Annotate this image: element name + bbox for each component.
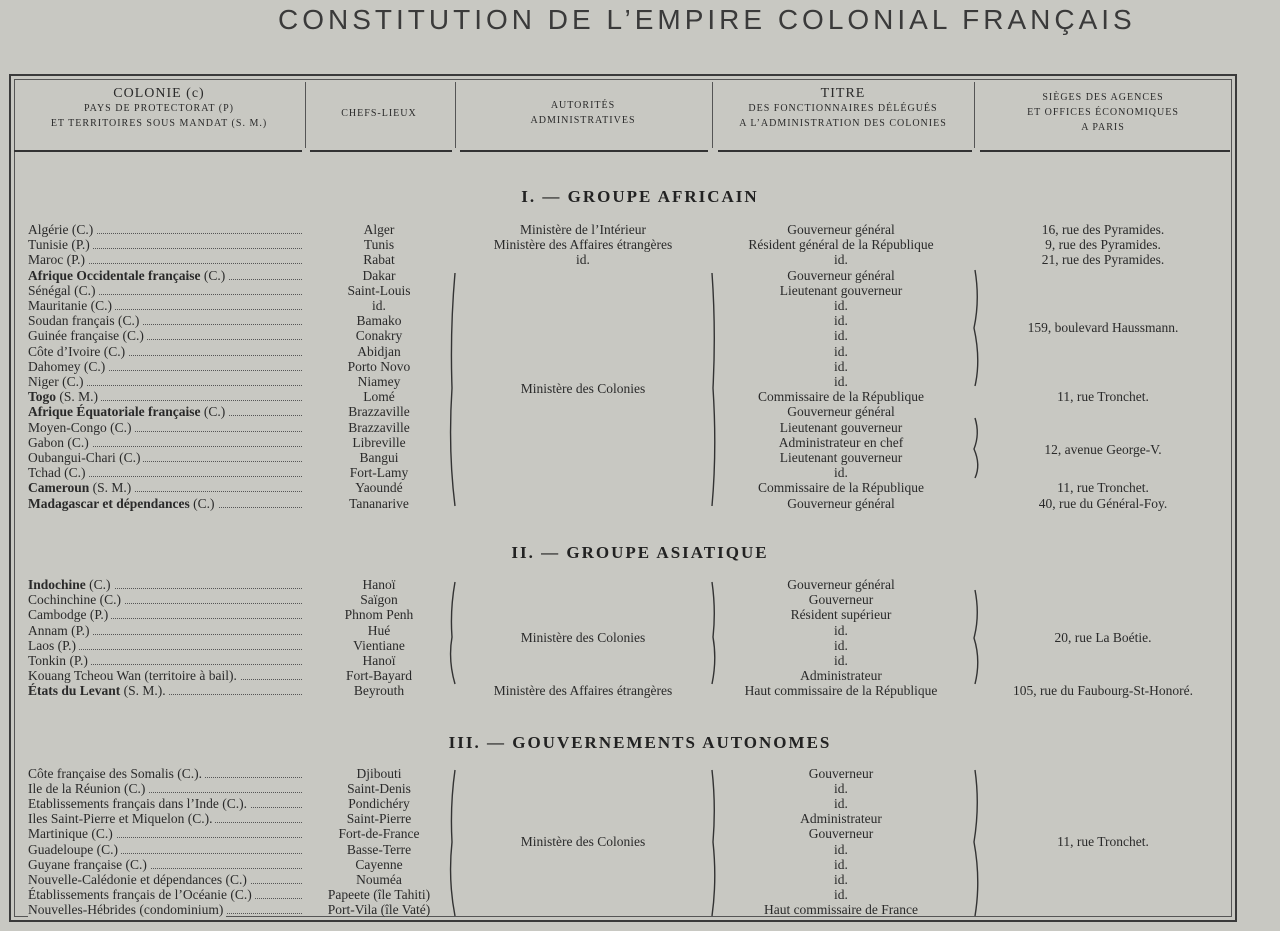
colony-name xyxy=(28,313,142,328)
colony-name xyxy=(28,298,115,313)
colony-name xyxy=(28,268,228,283)
official-title-cell: Administrateur xyxy=(800,811,882,827)
colony-name xyxy=(28,842,121,857)
colony-name xyxy=(28,435,92,450)
capital-cell: Cayenne xyxy=(355,856,403,872)
colony-name xyxy=(28,577,114,592)
grouped-authority: Ministère des Colonies xyxy=(520,381,646,396)
official-title-cell: id. xyxy=(834,796,848,812)
colony-label: Guinée française xyxy=(28,328,120,344)
colony-status: (P.) xyxy=(66,252,85,268)
capital-cell: Libreville xyxy=(352,434,406,450)
colony-name xyxy=(28,623,93,638)
capital-cell: Yaoundé xyxy=(355,480,403,496)
colony-status: (C.) xyxy=(203,404,226,420)
capital-cell: Niamey xyxy=(357,374,401,389)
capital-cell: Phnom Penh xyxy=(344,607,414,623)
colony-status: (C.) xyxy=(96,841,118,857)
official-title-cell: id. xyxy=(834,856,848,872)
colony-name xyxy=(28,607,111,622)
official-title-cell: id. xyxy=(834,465,848,481)
colony-label: Tunisie xyxy=(28,237,69,253)
capital-cell: Brazzaville xyxy=(348,404,410,420)
official-title-cell: Haut commissaire de la République xyxy=(744,683,938,699)
colony-label: Oubangui-Chari xyxy=(28,450,116,465)
header-titre: TITRE DES FONCTIONNAIRES DÉLÉGUÉS A L’ADMINISTRATION DES COLONIES xyxy=(739,86,947,129)
colony-name xyxy=(28,766,205,781)
colony-status: (C.) xyxy=(64,465,86,481)
official-title-cell: id. xyxy=(834,313,848,329)
capital-cell: Dakar xyxy=(362,267,396,283)
grouped-office-a: 159, boulevard Haussmann. xyxy=(1027,320,1179,335)
official-title-cell: id. xyxy=(834,841,848,857)
colony-name xyxy=(28,683,169,698)
capital-cell: Saint-Pierre xyxy=(346,811,412,827)
grouped-authority: Ministère des Colonies xyxy=(520,630,646,645)
colony-name xyxy=(28,420,135,435)
capital-cell: Abidjan xyxy=(357,343,401,359)
colony-label: Mauritanie xyxy=(28,298,88,313)
colony-label: Martinique xyxy=(28,826,88,842)
colony-name xyxy=(28,328,147,343)
capital-cell: Hué xyxy=(367,622,391,638)
colony-label: Laos xyxy=(28,637,55,653)
colony-name xyxy=(28,781,148,796)
grouped-office-b: 12, avenue George-V. xyxy=(1044,442,1162,457)
official-title-cell: id. xyxy=(834,622,848,638)
colony-label: Tonkin xyxy=(28,653,67,668)
official-title-cell: Gouverneur général xyxy=(787,404,895,420)
colony-status: (C.) xyxy=(71,222,94,237)
colony-label: Côte d’Ivoire xyxy=(28,343,101,359)
colony-label: Cambodge xyxy=(28,607,87,623)
colony-label: Nouvelles-Hébrides (condominium) xyxy=(28,901,224,917)
colony-label: Afrique Équatoriale française xyxy=(28,404,201,420)
capital-cell: Saïgon xyxy=(360,592,398,608)
colony-label: Soudan français xyxy=(28,313,115,329)
official-title-cell: Commissaire de la République xyxy=(757,389,925,405)
colony-status: (P.) xyxy=(57,637,77,653)
colony-label: Guadeloupe xyxy=(28,841,94,857)
paris-office-cell: 21, rue des Pyramides. xyxy=(1041,252,1165,268)
colony-label: Indochine xyxy=(28,577,86,592)
colony-status: (territoire à bail). xyxy=(144,668,237,684)
colony-name xyxy=(28,887,255,902)
capital-cell: Rabat xyxy=(363,252,395,268)
colony-status: (C.) xyxy=(117,313,140,329)
colony-status: (C.) xyxy=(193,495,215,511)
colony-status: (C.) xyxy=(123,781,146,797)
colony-name xyxy=(28,902,226,917)
colony-name xyxy=(28,826,116,841)
capital-cell: Brazzaville xyxy=(348,419,410,435)
capital-cell: Fort-de-France xyxy=(338,826,420,842)
capital-cell: Porto Novo xyxy=(347,358,411,374)
authority-cell: Ministère de l’Intérieur xyxy=(520,222,646,237)
colony-name xyxy=(28,872,250,887)
capital-cell: Tananarive xyxy=(349,495,409,511)
official-title-cell: Résident supérieur xyxy=(790,607,892,623)
paris-office-cell: 9, rue des Pyramides. xyxy=(1045,237,1161,253)
colony-status: (C.) xyxy=(83,358,106,374)
header-autorites: AUTORITÉS ADMINISTRATIVES xyxy=(530,100,636,126)
colony-label: Annam xyxy=(28,622,68,638)
capital-cell: Bangui xyxy=(359,450,399,465)
colony-status: (C.) xyxy=(119,450,141,465)
official-title-cell: Gouverneur xyxy=(808,826,874,842)
authority-cell: Ministère des Affaires étrangères xyxy=(493,237,673,253)
official-title-cell: id. xyxy=(834,328,848,344)
official-title-cell: Lieutenant gouverneur xyxy=(779,450,903,465)
colony-label: Dahomey xyxy=(28,358,81,374)
header-colonie-main: COLONIE (c) xyxy=(113,86,205,101)
colony-status: (P.) xyxy=(89,607,109,623)
paris-office-cell: 16, rue des Pyramides. xyxy=(1041,222,1165,237)
colony-name xyxy=(28,450,143,465)
header-colonie-sub2: ET TERRITOIRES SOUS MANDAT (S. M.) xyxy=(50,118,268,129)
colony-label: Tchad xyxy=(28,465,61,481)
colony-label: Côte française des Somalis xyxy=(28,766,174,781)
capital-cell: Djibouti xyxy=(356,766,402,781)
colony-name xyxy=(28,222,96,237)
header-colonie-sub1: PAYS DE PROTECTORAT (P) xyxy=(84,103,234,114)
colony-name xyxy=(28,668,240,683)
capital-cell: Lomé xyxy=(363,389,395,405)
capital-cell: Vientiane xyxy=(353,637,405,653)
capital-cell: Alger xyxy=(363,222,395,237)
capital-cell: Hanoï xyxy=(362,577,396,592)
colony-status: (C.) xyxy=(99,592,121,608)
official-title-cell: Lieutenant gouverneur xyxy=(779,282,903,298)
official-title-cell: Gouverneur xyxy=(808,766,874,781)
paris-office-cell: 105, rue du Faubourg-St-Honoré. xyxy=(1012,683,1194,699)
official-title-cell: id. xyxy=(834,653,848,668)
page-title: CONSTITUTION DE L’EMPIRE COLONIAL FRANÇAIS xyxy=(278,4,1136,35)
colony-label: Etablissements français dans l’Inde xyxy=(28,796,219,812)
colony-name xyxy=(28,389,101,404)
capital-cell: Hanoï xyxy=(362,653,396,668)
colony-label: Ile de la Réunion xyxy=(28,781,121,797)
official-title-cell: id. xyxy=(834,343,848,359)
capital-cell: Fort-Bayard xyxy=(346,668,412,684)
official-title-cell: Administrateur en chef xyxy=(778,434,904,450)
group-title: I. — GROUPE AFRICAIN xyxy=(521,187,759,206)
colony-name xyxy=(28,638,79,653)
colony-name xyxy=(28,252,88,267)
capital-cell: Saint-Louis xyxy=(347,282,411,298)
colony-label: Algérie xyxy=(28,222,69,237)
colony-name xyxy=(28,592,124,607)
capital-cell: Beyrouth xyxy=(353,683,405,699)
official-title-cell: Gouverneur général xyxy=(787,495,895,511)
colony-label: Kouang Tcheou Wan xyxy=(28,668,141,684)
paris-office-cell: 11, rue Tronchet. xyxy=(1057,480,1149,496)
authority-cell: id. xyxy=(576,252,590,268)
colony-label: Afrique Occidentale française xyxy=(28,267,201,283)
official-title-cell: Gouverneur xyxy=(808,592,874,608)
colony-name xyxy=(28,237,93,252)
colony-name xyxy=(28,465,89,480)
colony-status: (C.) xyxy=(91,826,113,842)
official-title-cell: id. xyxy=(834,358,848,374)
colony-status: (C.). xyxy=(187,811,213,827)
grouped-office: 20, rue La Boétie. xyxy=(1054,630,1152,645)
official-title-cell: id. xyxy=(834,781,848,797)
colony-name xyxy=(28,653,91,668)
colony-label: Cochinchine xyxy=(28,592,97,608)
header-chefs-lieux: CHEFS-LIEUX xyxy=(341,108,417,119)
colony-name xyxy=(28,496,218,511)
colony-label: Togo xyxy=(28,389,57,405)
capital-cell: Nouméa xyxy=(356,871,402,887)
official-title-cell: id. xyxy=(834,637,848,653)
group-title: II. — GROUPE ASIATIQUE xyxy=(511,543,769,562)
official-title-cell: id. xyxy=(834,252,848,268)
colony-status: (C.). xyxy=(177,766,202,781)
colony-name xyxy=(28,359,108,374)
colony-status: (C.) xyxy=(67,434,89,450)
colony-status: (P.) xyxy=(71,237,90,253)
colony-status: (S. M.) xyxy=(92,480,132,496)
capital-cell: Bamako xyxy=(356,313,402,329)
official-title-cell: id. xyxy=(834,374,848,389)
colony-status: (P.) xyxy=(71,622,90,638)
official-title-cell: Gouverneur général xyxy=(787,222,895,237)
colony-status: (C.) xyxy=(225,871,247,887)
colony-name xyxy=(28,344,128,359)
colony-label: Niger xyxy=(28,374,59,389)
capital-cell: id. xyxy=(372,298,386,313)
colony-status: (C.). xyxy=(222,796,247,812)
colony-status: (C.) xyxy=(125,856,147,872)
official-title-cell: Gouverneur général xyxy=(787,267,895,283)
capital-cell: Tunis xyxy=(363,237,395,253)
official-title-cell: id. xyxy=(834,886,848,902)
colony-name xyxy=(28,857,150,872)
official-title-cell: Administrateur xyxy=(800,668,882,684)
colony-label: Nouvelle-Calédonie et dépendances xyxy=(28,871,223,887)
colony-label: Gabon xyxy=(28,434,64,450)
colony-status: (C.) xyxy=(74,282,96,298)
capital-cell: Conakry xyxy=(355,328,403,344)
colony-status: (C.) xyxy=(110,419,132,435)
colony-label: Moyen-Congo xyxy=(28,419,107,435)
capital-cell: Saint-Denis xyxy=(347,781,411,797)
colony-status: (C.) xyxy=(62,374,84,389)
colony-status: (C.) xyxy=(203,267,226,283)
colony-name xyxy=(28,480,134,495)
colony-status: (C.) xyxy=(90,298,112,313)
capital-cell: Basse-Terre xyxy=(346,841,412,857)
colony-name xyxy=(28,374,87,389)
colony-name xyxy=(28,404,228,419)
colony-label: Établissements français de l’Océanie xyxy=(28,886,228,902)
official-title-cell: Résident général de la République xyxy=(748,237,934,253)
capital-cell: Fort-Lamy xyxy=(349,465,409,481)
paris-office-cell: 11, rue Tronchet. xyxy=(1057,389,1149,405)
colony-status: (C.) xyxy=(122,328,144,344)
header-sieges: SIÈGES DES AGENCES ET OFFICES ÉCONOMIQUES A PARIS xyxy=(1027,92,1179,133)
capital-cell: Papeete (île Tahiti) xyxy=(327,886,431,902)
authority-cell: Ministère des Affaires étrangères xyxy=(493,683,673,699)
official-title-cell: Commissaire de la République xyxy=(757,480,925,496)
colony-label: Guyane française xyxy=(28,856,123,872)
colony-label: Sénégal xyxy=(28,282,71,298)
colony-name xyxy=(28,796,250,811)
capital-cell: Pondichéry xyxy=(348,796,410,812)
paris-office-cell: 40, rue du Général-Foy. xyxy=(1038,495,1168,511)
grouped-office: 11, rue Tronchet. xyxy=(1057,834,1149,849)
official-title-cell: id. xyxy=(834,298,848,313)
official-title-cell: Gouverneur général xyxy=(787,577,895,592)
colony-label: Maroc xyxy=(28,252,64,268)
official-title-cell: Haut commissaire de France xyxy=(763,901,919,917)
capital-cell: Port-Vila (île Vaté) xyxy=(327,901,431,917)
colony-status: (S. M.). xyxy=(123,683,166,699)
colony-name xyxy=(28,811,215,826)
colony-status: (S. M.) xyxy=(59,389,99,405)
colony-status: (C.) xyxy=(89,577,111,592)
colony-status: (C.) xyxy=(230,886,252,902)
colony-label: États du Levant xyxy=(28,683,121,699)
colony-label: Madagascar et dépendances xyxy=(28,495,190,511)
group-title: III. — GOUVERNEMENTS AUTONOMES xyxy=(448,733,832,752)
colony-label: Iles Saint-Pierre et Miquelon xyxy=(28,811,185,827)
colony-name xyxy=(28,283,99,298)
grouped-authority: Ministère des Colonies xyxy=(520,834,646,849)
colony-status: (P.) xyxy=(69,653,88,668)
colony-status: (C.) xyxy=(103,343,126,359)
official-title-cell: id. xyxy=(834,871,848,887)
official-title-cell: Lieutenant gouverneur xyxy=(779,419,903,435)
colony-label: Cameroun xyxy=(28,480,90,496)
